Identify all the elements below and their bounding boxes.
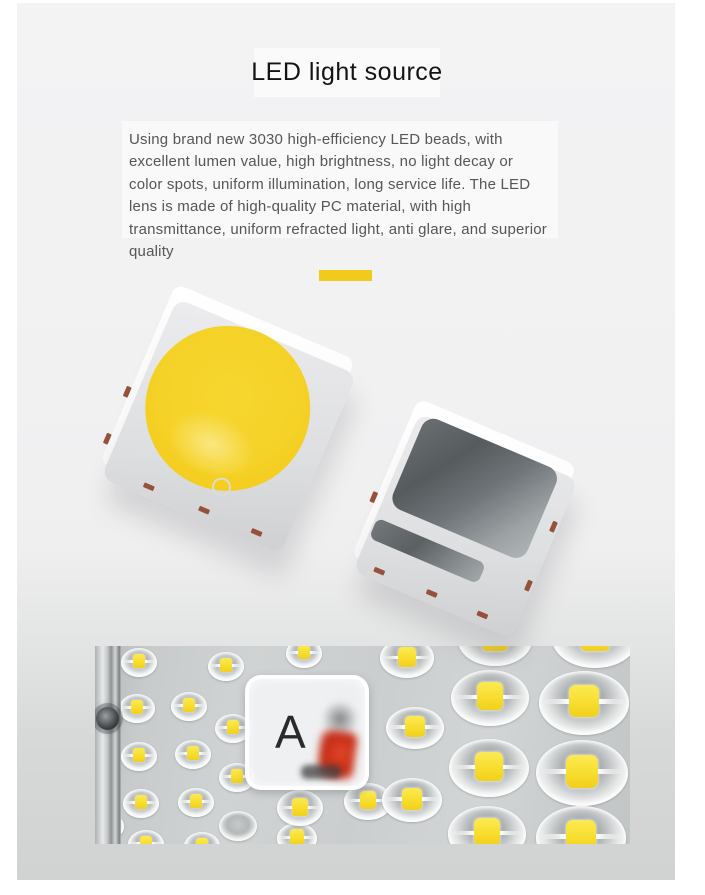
led-die	[231, 769, 243, 784]
led-chip-front	[100, 284, 356, 540]
label-sticker	[245, 675, 369, 790]
led-die	[566, 820, 597, 844]
led-lens	[121, 648, 157, 677]
led-lens	[128, 830, 164, 845]
led-die	[135, 795, 147, 810]
led-lens	[121, 742, 157, 771]
led-die	[187, 746, 199, 761]
page-title: LED light source	[251, 58, 443, 86]
led-die	[190, 794, 202, 809]
solder-pad	[373, 567, 385, 576]
led-die	[405, 716, 425, 737]
solder-pad	[250, 528, 262, 537]
solder-pad	[198, 506, 210, 515]
solder-pad	[103, 432, 112, 444]
led-lens	[123, 789, 159, 818]
led-lens	[451, 670, 529, 726]
led-lens	[171, 692, 207, 721]
led-lens	[539, 671, 629, 735]
led-lens	[277, 790, 323, 826]
led-die	[474, 818, 501, 844]
led-lens	[382, 778, 442, 822]
led-die	[482, 646, 507, 651]
led-die	[566, 755, 597, 788]
led-die	[360, 791, 376, 810]
description-text: Using brand new 3030 high-efficiency LED beads, with excellent lumen value, high brightness, no light decay or color spots, uniform illumination, long service life. The LED lens is made of high-quality PC material, with high transmittance, uniform refracted light, anti glare, and superior quality	[122, 121, 558, 238]
led-lens	[184, 832, 220, 845]
led-die	[133, 748, 145, 763]
led-die	[580, 646, 609, 651]
label-letter: A	[275, 706, 306, 758]
led-lens	[119, 694, 155, 723]
led-lens	[178, 788, 214, 817]
led-lens	[286, 646, 322, 668]
led-lens	[448, 806, 526, 844]
led-lens	[536, 806, 626, 844]
content-background	[17, 3, 675, 880]
dark-blur	[301, 765, 341, 779]
accent-divider	[319, 270, 372, 281]
led-die	[140, 836, 152, 844]
solder-pad	[143, 482, 155, 491]
led-lens	[386, 707, 444, 749]
solder-pad	[123, 386, 132, 398]
led-lens	[380, 646, 434, 678]
led-lens	[208, 652, 244, 681]
led-lens	[458, 646, 532, 666]
led-die	[290, 829, 304, 844]
housing-edge	[95, 646, 121, 844]
led-die	[475, 752, 502, 781]
led-die	[298, 646, 310, 659]
led-lens	[219, 811, 257, 841]
solder-pad	[425, 589, 437, 598]
solder-pad	[549, 521, 558, 533]
screw-icon	[96, 707, 119, 730]
led-die	[196, 838, 208, 844]
led-die	[398, 647, 416, 667]
led-lens	[449, 739, 529, 797]
led-die	[292, 798, 308, 816]
led-lens	[552, 646, 630, 668]
lens-array-photo	[95, 646, 630, 844]
led-chip-back	[351, 398, 577, 624]
led-die	[133, 654, 145, 669]
led-lens	[536, 740, 628, 806]
led-die	[220, 658, 232, 673]
led-die	[477, 682, 504, 710]
solder-pad	[524, 579, 533, 591]
led-die	[402, 788, 422, 810]
led-die	[227, 720, 239, 735]
solder-pad	[369, 491, 378, 503]
led-die	[131, 700, 143, 715]
led-die	[569, 685, 600, 717]
led-lens	[175, 740, 211, 769]
led-die	[183, 698, 195, 713]
solder-pad	[476, 610, 488, 619]
section-title-box	[251, 48, 443, 97]
